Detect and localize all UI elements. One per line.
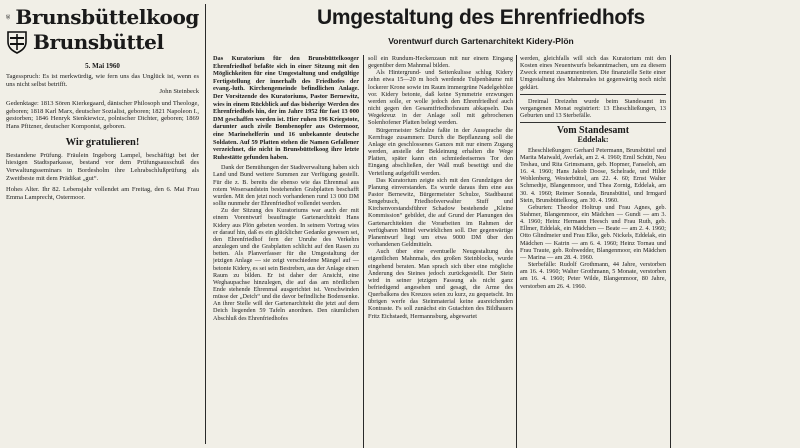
- article-paragraph: soll ein Rundum-Heckenzaun mit nur einem Eingang gegenüber dem Mahnmal bilden.: [368, 55, 513, 70]
- article-paragraph: Bürgermeister Schulze faßte in der Aussprache die Kernfrage zusammen: Durch die Bepflanzung soll die Anlage ein geschlossenes Ganzes mit nur einem Zugang werden, anstelle der Bekleinung erhalten die Wege Platten, später kann ein schmiedeeisernes Tor den Eingang abschließen, der Wall muß beseitigt und die Verteilung aufgefüllt werden.: [368, 126, 513, 177]
- gedenktage-text: Gedenktage: 1813 Sören Kierkegaard, dänischer Philosoph und Theologe, geboren; 1818 Karl Marx, deutscher Sozialist, geboren; 1821 Napoleon I., gestorben; 1846 Henryk Sienkiewicz, polnischer Dichter, geboren; 1869 Hans Pfitzner, deutscher Komponist, geboren.: [6, 99, 199, 130]
- registry-entry: Geburten: Theodor Holtrup und Frau Agnes, geb. Stahmer, Blangenmoor, ein Mädchen — Gundi — am 3. 4. 1960; Heinz Hermann Heesch und Frau Ruth, geb. Ellmer, Eddelak, ein Mädchen — Beate — am 2. 4. 1960; Otto Glindmeier und Frau Elke, geb. Nickels, Eddelak, ein Mädchen — Katrin — am 6. 4. 1960; Heinz Tornau und Frau Traute, geb. Rohwedder, Blangenmoor, ein Mädchen — Marina — am 28. 4. 1960.: [520, 203, 666, 261]
- news-item: Dreimal Dreizehn wurde beim Standesamt im vergangenen Monat registriert: 13 Eheschließungen, 13 Geburten und 13 Sterbefälle.: [520, 97, 666, 120]
- masthead-line2: [6, 30, 199, 54]
- news-item: Hohes Alter. Ihr 82. Lebensjahr vollendet am Freitag, den 6. Mai Frau Emma Lamprecht, Ostermoor.: [6, 186, 199, 201]
- masthead-title-1: Brunsbüttelkoog: [15, 5, 199, 29]
- divider: [520, 122, 666, 123]
- column-rule: [205, 4, 206, 444]
- coat-of-arms-icon: [6, 5, 10, 29]
- column-rule: [516, 55, 517, 448]
- issue-date: 5. Mai 1960: [85, 62, 120, 70]
- article-column-1: [213, 55, 359, 448]
- divider: [520, 94, 666, 95]
- article-column-3: [520, 55, 666, 448]
- tagesspruch-author: John Steinbeck: [159, 88, 199, 96]
- article-column-2: [368, 55, 513, 448]
- left-column: [6, 0, 199, 448]
- article-paragraph: Dank der Bemühungen der Stadtverwaltung haben sich Land und Bund weitere Summen zur Verfügung gestellt. Für die z. B. bereits die ebenso wie das Ehrenmal aus rotem Wesersandstein bestehenden Grabplatten beschafft wurden. Mit den jetzt noch vorhandenen rund 13 000 DM sollte nunmehr der Ehrenfriedhof vollendet werden.: [213, 164, 359, 208]
- article-paragraph: Als Hintergrund- und Seitenkulisse schlug Kidery zehn etwa 15—20 m hoch werdende Tulpenbäume mit lockerer Krone sowie im Raum immergrüne Nadelgehölze vor. Kidery betonte, daß keine Symmetrie erzwungen werden solle, er wolle jedoch den Ehrenfriedhof auch nicht gegen den Gesamtfriedhofsraum abkapseln. Das Wegekreuz in der Anlage soll mit gebrochenen Solenhofener Platten belegt werden.: [368, 69, 513, 127]
- masthead-title-2: Brunsbüttel: [33, 30, 164, 54]
- column-rule: [363, 55, 364, 448]
- section-heading: Wir gratulieren!: [65, 136, 140, 148]
- tagesspruch-text: Tagesspruch: Es ist merkwürdig, wie fern uns das Unglück ist, wenn es uns nicht selbst betrifft.: [6, 73, 199, 88]
- coat-of-arms-icon: [6, 30, 28, 54]
- column-rule: [670, 55, 671, 448]
- right-column: [676, 55, 799, 448]
- section-heading: Vom Standesamt: [556, 125, 630, 137]
- registry-entry: Sterbefälle: Rudolf Grothmann, 44 Jahre, verstorben am 16. 4. 1960; Walter Grothmann, 5 Monate, verstorben am 16. 4. 1960; Peter Wilde, Blangenmoor, 80 Jahre, verstorben am 26. 4. 1960.: [520, 261, 666, 290]
- article-paragraph: werden, gleichfalls will sich das Kuratorium mit den Kosten eines Neuentwurfs bekanntmachen, um zu diesem Zweck erneut zusammentreten. Die finanzielle Seite einer Umgestaltung des Mahnmales ist gegenwärtig noch nicht geklärt.: [520, 55, 666, 91]
- news-item: Bestandene Prüfung. Fräulein Ingeborg Lampel, beschäftigt bei der hiesigen Stadtsparkasse, bestand vor dem Prüfungsausschuß des Verwaltungsseminars in Bordesholm ihre Lehrabschlußprüfung als Zweitbeste mit dem Prädikat „gut“.: [6, 151, 199, 182]
- article-lead: Das Kuratorium für den Brunsbüttelkooger Ehrenfriedhof befaßte sich in einer Sitzung mit den Möglichkeiten für eine Umgestaltung und endgültige Fertigstellung der innerhalb des Friedhofes der evang.-luth. Kirchengemeinde befindlichen Anlage. Der Vorsitzende des Kuratoriums, Pastor Bernewitz, wies in einem Rückblick auf das bisherige Werden des Ehrenfriedhofs hin, der im Jahre 1952 für fast 13 000 DM geschaffen worden ist. Hier ruhen 196 Kriegstote, darunter auch zivile Bombenopfer aus Ostermoor, eine Marinehelferin und 16 unbekannte deutsche Soldaten. Auf 59 Platten stehen die Namen Gefallener verzeichnet, die nicht in Brunsbüttelkoog ihre letzte Ruhestätte gefunden haben.: [213, 55, 359, 161]
- article-paragraph: Das Kuratorium zeigte sich mit den Grundzügen der Planung einverstanden. Es wurde daraus ihm eine aus Pastor Bernewitz, Bürgermeister Schulze, Stadtbaurat Sengebusch, Friedhofsverwalter Stuff und Kirchenvorstandsführer Schadow bestehende „Kleine Kommission“ gebildet, die auf Grund der Planungen des Gartenarchitekten die Vorarbeiten im Rahmen der verfügbaren Mittel verwirklichen soll. Der gegenwärtige Planentwurf liegt um etwa 9000 DM über den vorhandenen Geldmitteln.: [368, 176, 513, 249]
- masthead-line1: [6, 4, 199, 30]
- section-subheading: Eddelak:: [577, 135, 609, 145]
- registry-entry: Eheschließungen: Gerhard Petermann, Brunsbüttel und Marita Maiwald, Averlak, am 2. 4. 1960; Emil Schütt, Neu Teshau, und Rita Grimsmann, geb. Hopmer, Fanseloh, am 16. 4. 1960; Hans Jakob Doose, Schelrade, und Hilde Wohlenberg, Westerbüttel, am 22. 4. 60; Ernst Walter Schmedtje, Blangenmoor, und Thea Zornig, Eddelak, am 30. 4. 1960; Reimer Sonnda, Brunsbüttel, und Irmgard Stein, Brunsbüttelkoog, am 30. 4. 1960.: [520, 146, 666, 204]
- article-paragraph: Zu der Sitzung des Kuratoriums war auch der mit einem Vorentwurf beauftragte Gartenarchitekt Hans Kidery aus Plön gebeten worden. In seinem Vortrag wies er darauf hin, daß es ein glücklicher Gedanke gewesen sei, den Ehrenfriedhof fern der Unruhe des Verkehrs anzulegen und die Grabplatten schlicht auf den Rasen zu betten. Als Planverfasser für die Umgestaltung der jetzigen Anlage — sie zeigt verschiedene Mängel auf — betonte Kidery, es sei sein Bestreben, aus der Anlage einen Raum zu bilden. Er ist daher der Ansicht, eine Weghaupachse hinzulegen, die auf das am nördlichen Ende stehende Ehrenmal ausgerichtet ist. Verschwinden müsse der „Deich“ und die davor befindliche Bodensenke. An ihrer Stelle will der Gartenarchitekt die jetzt auf dem Deich liegenden 59 Tafeln anordnen. Den räumlichen Abschluß des Ehrenfriedhofes: [213, 207, 359, 322]
- article-headline: Umgestaltung des Ehrenfriedhofs: [317, 6, 645, 29]
- article-paragraph: Auch über eine eventuelle Neugestaltung des eigentlichen Mahnmals, des großen Steinblocks, wurde eingehend beraten. Man sprach sich über eine mögliche Änderung des Steines jedoch zurückgestellt. Der Stein wird in seiner jetzigen Fassung als nicht ganz befriedigend angesehen und gesagt, die Arme des Querbalkens des Kreuzes seien zu kurz, zu gequetscht. Im übrigen werfe das Steinmaterial keine ausreichenden Kontraste. Fs soll zunächst ein Gutachten des Bildhauers Fritz Eichstaedt, Hermannsburg, abgewartet: [368, 248, 513, 320]
- article-subheadline: Vorentwurf durch Gartenarchitekt Kidery-Plön: [388, 36, 574, 46]
